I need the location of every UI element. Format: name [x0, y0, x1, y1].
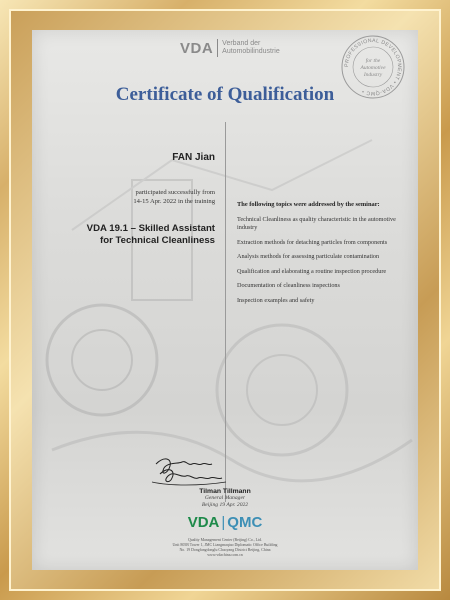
certificate-title: Certificate of Qualification [115, 84, 335, 105]
vda-logo-divider [217, 39, 218, 57]
course-title [52, 223, 215, 247]
topic-item: Analysis methods for assessing particulate contamination [237, 253, 380, 260]
seal-center-line1: for the [365, 58, 381, 64]
vda-name-line2: Automobilindustrie [222, 48, 280, 55]
logo-separator: | [221, 514, 226, 531]
address-line2: Unit 805B Tower 1, JMC Liangmaqiao Diplomatic Office Building [172, 543, 278, 547]
address-line3: No. 19 Dongfangdonglu Chaoyang District Beijing, China [179, 548, 271, 552]
topics-list [237, 216, 407, 311]
signatory-place-date: Beijing 19 Apr. 2022 [201, 502, 249, 508]
topic-item: Qualification and elaborating a routine inspection procedure [237, 267, 387, 275]
vda-logo-mark: VDA [180, 39, 214, 57]
seal-center-line2: Automotive [360, 65, 386, 71]
vda-name-line1: Verband der [222, 40, 261, 47]
participation-line2: 14-15 Apr. 2022 in the training [133, 197, 215, 205]
vertical-divider [225, 122, 226, 502]
address-line4: www.vdachina.com.cn [207, 553, 243, 557]
vda-association-name [222, 40, 280, 56]
topic-item: Technical Cleanliness as quality characteristic in the automotive industry [237, 216, 396, 231]
certificate-sheet [32, 30, 418, 570]
participation-statement [92, 189, 215, 206]
address-line1: Quality Management Center (Beijing) Co., Ltd. [187, 538, 263, 542]
topic-item: Documentation of cleanliness inspections [237, 282, 340, 289]
vda-logo-text: VDA [187, 514, 220, 531]
company-address [32, 538, 418, 558]
handwritten-signature [150, 452, 230, 492]
qmc-logo-text: QMC [227, 514, 263, 531]
topic-item: Inspection examples and safety [237, 296, 315, 304]
seal-center-line3: Industry [363, 72, 383, 78]
vda-qmc-logo [32, 514, 418, 531]
signatory-block [32, 488, 418, 509]
signatory-role: General Manager [204, 495, 246, 501]
topics-heading: The following topics were addressed by the seminar: [237, 201, 380, 208]
recipient-name: FAN Jian [172, 152, 215, 163]
vda-header-logo [180, 39, 280, 57]
participation-line1: participated successfully from [135, 189, 215, 196]
course-title-line2: for Technical Cleanliness [100, 235, 215, 246]
course-title-line1: VDA 19.1 – Skilled Assistant [86, 223, 215, 234]
topic-item: Extraction methods for detaching particles from components [237, 238, 388, 246]
seal-ring-text: PROFESSIONAL DEVELOPMENT • VDA-QMC • [343, 37, 403, 97]
signatory-name: Tilman Tillmann [199, 488, 251, 495]
